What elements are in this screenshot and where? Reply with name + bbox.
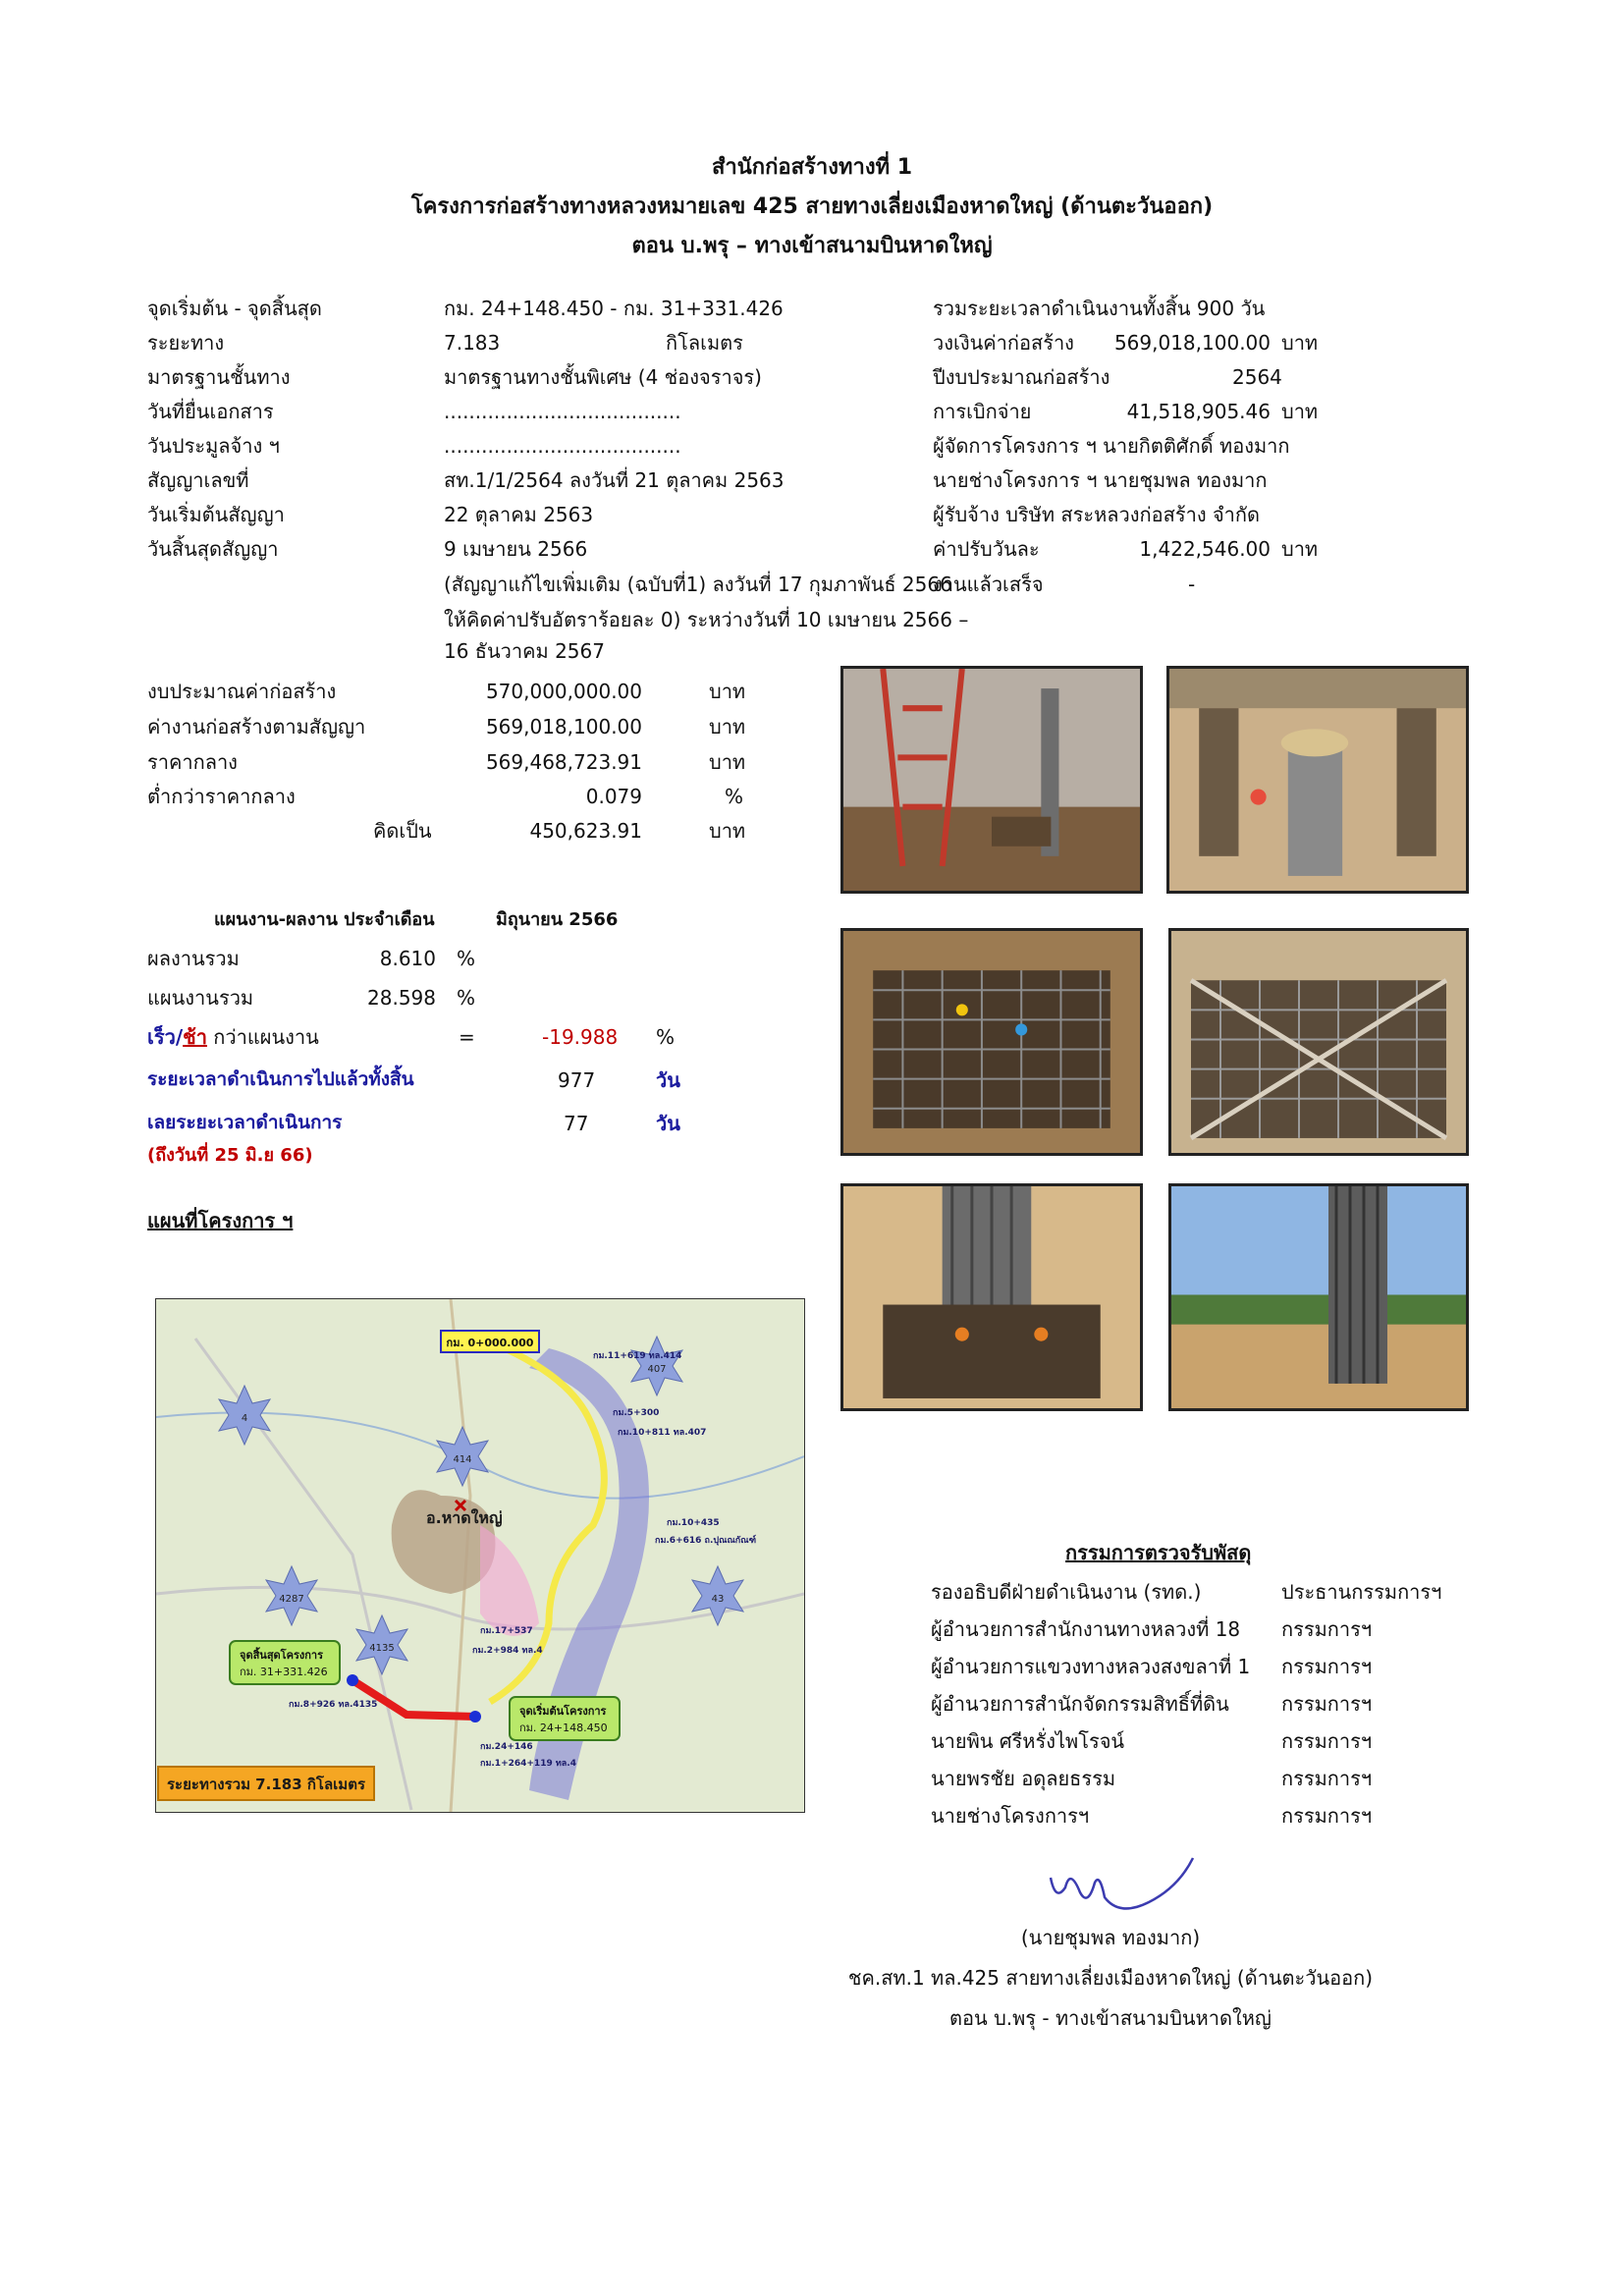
construction-photo-3 (840, 928, 1143, 1156)
speed-value: -19.988 (542, 1025, 619, 1049)
info-label: สัญญาเลขที่ (147, 468, 249, 492)
budget-label: ราคากลาง (147, 750, 238, 774)
committee-member-name: ผู้อำนวยการสำนักงานทางหลวงที่ 18 (931, 1617, 1241, 1641)
start-point-marker (469, 1711, 481, 1722)
map-km-label: กม.6+616 ถ.ปุณณกัณฑ์ (655, 1536, 757, 1546)
begin-callout-km: กม. 24+148.450 (519, 1722, 608, 1734)
info-unit: กิโลเมตร (666, 331, 743, 355)
info-right-value: 1,422,546.00 (1139, 537, 1271, 561)
info-value: 9 เมษายน 2566 (444, 537, 588, 561)
contract-note-line: (สัญญาแก้ไขเพิ่มเติม (ฉบับที่1) ลงวันที่ 17 กุมภาพันธ์ 2566 (444, 573, 952, 596)
map-km-label: กม.8+926 ทล.4135 (289, 1700, 378, 1710)
info-right-label: นายช่างโครงการ ฯ นายชุมพล ทองมาก (933, 468, 1268, 492)
budget-label: ค่างานก่อสร้างตามสัญญา (147, 715, 366, 738)
info-value: ...................................... (444, 400, 681, 423)
construction-photo-5 (840, 1183, 1143, 1411)
overdue-unit: วัน (656, 1112, 680, 1135)
result-unit: % (457, 947, 476, 970)
contract-note-line: ให้คิดค่าปรับอัตราร้อยละ 0) ระหว่างวันที่ 10 เมษายน 2566 – (444, 608, 969, 631)
committee-title: กรรมการตรวจรับพัสดุ (1065, 1541, 1252, 1564)
header-line-2: โครงการก่อสร้างทางหลวงหมายเลข 425 สายทางเลี่ยงเมืองหาดใหญ่ (ด้านตะวันออก) (410, 194, 1214, 219)
info-right-label: งานแล้วเสร็จ (933, 573, 1044, 596)
overdue-value: 77 (564, 1112, 589, 1135)
map-graphic (156, 1299, 804, 1812)
committee-member-name: นายช่างโครงการฯ (931, 1804, 1090, 1828)
committee-member-name: นายพรชัย อดุลยธรรม (931, 1767, 1116, 1790)
committee-member-role: กรรมการฯ (1281, 1617, 1373, 1641)
end-callout-km: กม. 31+331.426 (240, 1666, 328, 1678)
info-value: สท.1/1/2564 ลงวันที่ 21 ตุลาคม 2563 (444, 468, 785, 492)
info-value: กม. 24+148.450 - กม. 31+331.426 (444, 297, 784, 320)
signer-name: (นายชุมพล ทองมาก) (1020, 1926, 1201, 1949)
info-right-value: 41,518,905.46 (1126, 400, 1271, 423)
committee-member-name: รองอธิบดีฝ่ายดำเนินงาน (รทด.) (931, 1580, 1202, 1604)
budget-label: คิดเป็น (373, 819, 432, 843)
end-point-marker (347, 1674, 358, 1686)
map-km-label: กม.5+300 (613, 1408, 660, 1418)
construction-photo-2 (1166, 666, 1469, 894)
elapsed-unit: วัน (656, 1068, 680, 1092)
photo-graphic (1169, 669, 1466, 891)
shield-label: 4 (241, 1413, 248, 1424)
begin-callout-title: จุดเริ่มต้นโครงการ (519, 1705, 607, 1718)
info-right-value: 569,018,100.00 (1113, 331, 1271, 355)
plan-unit: % (457, 986, 476, 1010)
map-heading: แผนที่โครงการ ฯ (147, 1209, 294, 1232)
committee-member-name: นายพิน ศรีหรั่งไพโรจน์ (931, 1729, 1125, 1753)
plan-value: 28.598 (367, 986, 436, 1010)
construction-photo-1 (840, 666, 1143, 894)
info-label: มาตรฐานชั้นทาง (147, 365, 291, 389)
info-value: 7.183 (444, 331, 501, 355)
project-map (155, 1298, 805, 1813)
signer-title-line-1: ชค.สท.1 ทล.425 สายทางเลี่ยงเมืองหาดใหญ่ (ด้านตะวันออก) (847, 1966, 1374, 1990)
result-value: 8.610 (379, 947, 436, 970)
committee-member-role: กรรมการฯ (1281, 1804, 1373, 1828)
result-label: ผลงานรวม (147, 947, 240, 970)
shield-label: 43 (711, 1594, 725, 1605)
committee-member-role: กรรมการฯ (1281, 1692, 1373, 1716)
budget-value: 569,018,100.00 (485, 715, 642, 738)
budget-value: 450,623.91 (529, 819, 642, 843)
info-value: 22 ตุลาคม 2563 (444, 503, 594, 526)
map-km-label: กม.1+264+119 ทล.4 (480, 1759, 576, 1769)
budget-label: ต่ำกว่าราคากลาง (147, 785, 296, 808)
construction-photo-4 (1168, 928, 1469, 1156)
overdue-label: เลยระยะเวลาดำเนินการ (147, 1112, 343, 1133)
info-right-unit: บาท (1281, 400, 1319, 423)
map-km-label: กม.10+435 (667, 1518, 720, 1528)
budget-value: 570,000,000.00 (485, 680, 642, 703)
photo-graphic (843, 1186, 1140, 1408)
committee-member-role: กรรมการฯ (1281, 1767, 1373, 1790)
signer-title-line-2: ตอน บ.พรุ - ทางเข้าสนามบินหาดใหญ่ (949, 2006, 1272, 2030)
map-km-label: กม.17+537 (480, 1626, 533, 1636)
shield-label: 407 (647, 1364, 667, 1375)
speed-slash: / (175, 1025, 184, 1049)
photo-graphic (843, 931, 1140, 1153)
as-of-date: (ถึงวันที่ 25 มิ.ย 66) (147, 1145, 313, 1166)
info-right-label: ปีงบประมาณก่อสร้าง (933, 365, 1110, 389)
info-value: ...................................... (444, 434, 681, 458)
info-label: วันเริ่มต้นสัญญา (147, 503, 285, 526)
header-line-1: สำนักก่อสร้างทางที่ 1 (711, 155, 913, 180)
budget-unit: บาท (709, 715, 746, 738)
plan-label: แผนงานรวม (147, 986, 254, 1010)
info-right-unit: บาท (1281, 537, 1319, 561)
speed-rest: กว่าแผนงาน (206, 1025, 319, 1049)
info-right-label: การเบิกจ่าย (933, 400, 1032, 423)
shield-label: 4287 (279, 1594, 304, 1605)
committee-member-name: ผู้อำนวยการแขวงทางหลวงสงขลาที่ 1 (931, 1655, 1251, 1678)
end-callout-title: จุดสิ้นสุดโครงการ (240, 1649, 323, 1662)
info-label: วันสิ้นสุดสัญญา (147, 537, 279, 561)
map-km-label: กม.10+811 ทล.407 (618, 1428, 707, 1438)
speed-unit: % (656, 1025, 676, 1049)
speed-slow: ช้า (183, 1025, 207, 1049)
photo-graphic (843, 669, 1140, 891)
info-right-label: ผู้จัดการโครงการ ฯ นายกิตติศักดิ์ ทองมาก (933, 434, 1290, 458)
shield-label: 414 (453, 1454, 472, 1465)
budget-label: งบประมาณค่าก่อสร้าง (147, 680, 337, 703)
info-right-unit: บาท (1281, 331, 1319, 355)
committee-member-role: กรรมการฯ (1281, 1729, 1373, 1753)
budget-unit: บาท (709, 819, 746, 843)
map-km-label: กม.24+146 (480, 1742, 533, 1752)
budget-unit: บาท (709, 750, 746, 774)
handwritten-signature (1041, 1848, 1198, 1927)
committee-member-role: กรรมการฯ (1281, 1655, 1373, 1678)
progress-month: มิถุนายน 2566 (496, 909, 619, 930)
info-right-label: ค่าปรับวันละ (933, 537, 1040, 561)
speed-fast: เร็ว (147, 1025, 176, 1049)
map-km-label: กม.11+619 ทล.414 (593, 1351, 682, 1361)
info-right-value: 2564 (1232, 365, 1282, 389)
city-label: อ.หาดใหญ่ (426, 1508, 503, 1527)
info-right-label: รวมระยะเวลาดำเนินงานทั้งสิ้น 900 วัน (933, 297, 1266, 320)
committee-member-name: ผู้อำนวยการสำนักจัดกรรมสิทธิ์ที่ดิน (931, 1692, 1229, 1716)
speed-equals: = (459, 1025, 475, 1049)
info-right-label: ผู้รับจ้าง บริษัท สระหลวงก่อสร้าง จำกัด (933, 503, 1260, 526)
total-distance: ระยะทางรวม 7.183 กิโลเมตร (167, 1776, 365, 1793)
info-right-label: วงเงินค่าก่อสร้าง (933, 331, 1074, 355)
budget-unit: บาท (709, 680, 746, 703)
budget-value: 0.079 (585, 785, 642, 808)
budget-value: 569,468,723.91 (485, 750, 642, 774)
start-km-tag: กม. 0+000.000 (446, 1337, 534, 1349)
info-label: วันที่ยื่นเอกสาร (147, 400, 274, 423)
progress-title: แผนงาน-ผลงาน ประจำเดือน (214, 909, 435, 930)
contract-note-line: 16 ธันวาคม 2567 (444, 639, 605, 663)
info-right-value: - (1188, 573, 1196, 596)
info-label: จุดเริ่มต้น - จุดสิ้นสุด (147, 297, 322, 320)
elapsed-value: 977 (558, 1068, 596, 1092)
budget-unit: % (725, 785, 744, 808)
shield-label: 4135 (369, 1643, 395, 1654)
committee-member-role: ประธานกรรมการฯ (1281, 1580, 1442, 1604)
signature-graphic (1041, 1848, 1198, 1927)
elapsed-label: ระยะเวลาดำเนินการไปแล้วทั้งสิ้น (147, 1068, 414, 1090)
header-line-3: ตอน บ.พรุ – ทางเข้าสนามบินหาดใหญ่ (631, 234, 993, 258)
construction-photo-6 (1168, 1183, 1469, 1411)
info-value: มาตรฐานทางชั้นพิเศษ (4 ช่องจราจร) (444, 365, 762, 389)
photo-graphic (1171, 931, 1466, 1153)
info-label: วันประมูลจ้าง ฯ (147, 434, 280, 458)
photo-graphic (1171, 1186, 1466, 1408)
info-label: ระยะทาง (147, 331, 225, 355)
map-km-label: กม.2+984 ทล.4 (472, 1646, 543, 1656)
speed-label (147, 1026, 319, 1049)
